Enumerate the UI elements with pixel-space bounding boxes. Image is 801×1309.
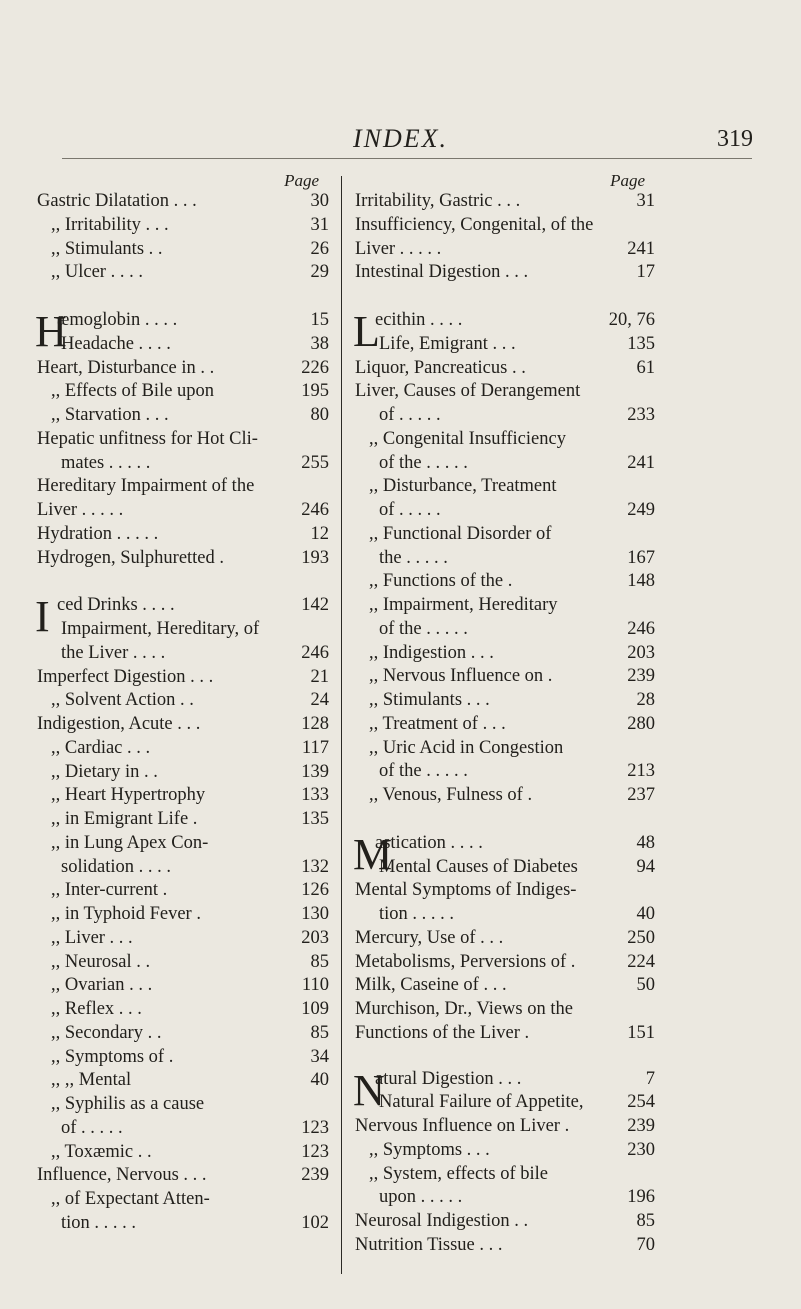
index-entry bbox=[355, 974, 655, 998]
index-entry bbox=[355, 998, 655, 1022]
entry-text: ,, Functional Disorder of bbox=[369, 523, 552, 544]
entry-text: Hydration . . . . . bbox=[37, 523, 159, 544]
page-reference: 123 bbox=[301, 1117, 329, 1138]
page-reference: 28 bbox=[636, 690, 655, 710]
index-entry bbox=[355, 618, 655, 642]
entry-text: Natural Failure of Appetite, bbox=[379, 1092, 584, 1113]
entry-text: Irritability, Gastric . . . bbox=[355, 191, 521, 211]
page-reference: 250 bbox=[627, 927, 655, 948]
index-entry bbox=[37, 452, 329, 476]
entry-text: ,, Secondary . . bbox=[51, 1022, 162, 1043]
index-entry bbox=[355, 570, 655, 594]
entry-text: Influence, Nervous . . . bbox=[37, 1165, 207, 1186]
entry-text: ,, Cardiac . . . bbox=[51, 737, 151, 758]
index-entry bbox=[37, 689, 329, 713]
entry-text: Heart, Disturbance in . . bbox=[37, 357, 215, 378]
section-gap bbox=[355, 808, 655, 832]
entry-text: ,, System, effects of bile bbox=[369, 1163, 548, 1184]
index-entry bbox=[37, 879, 329, 903]
index-entry bbox=[37, 832, 329, 856]
entry-text: ,, Inter-current . bbox=[51, 880, 168, 901]
entry-text: ,, Neurosal . . bbox=[51, 951, 151, 972]
index-entry bbox=[37, 428, 329, 452]
page-reference: 102 bbox=[301, 1212, 329, 1233]
index-entry bbox=[355, 1068, 655, 1092]
index-entry bbox=[37, 238, 329, 262]
page-reference: 230 bbox=[627, 1139, 655, 1160]
page-reference: 196 bbox=[627, 1187, 655, 1208]
index-entry bbox=[355, 856, 655, 880]
page-reference: 20, 76 bbox=[608, 310, 655, 330]
index-entry bbox=[37, 1212, 329, 1236]
entry-text: Liver . . . . . bbox=[37, 500, 124, 520]
entry-text: ,, Venous, Fulness of . bbox=[369, 785, 533, 805]
page-reference: 139 bbox=[301, 761, 329, 782]
entry-text: ced Drinks . . . . bbox=[57, 595, 175, 616]
page-reference: 167 bbox=[627, 547, 655, 568]
header-rule bbox=[62, 158, 752, 159]
entry-text: of . . . . . bbox=[379, 500, 441, 520]
page-reference: 133 bbox=[301, 785, 329, 806]
entry-text: ,, Nervous Influence on . bbox=[369, 666, 553, 687]
entry-text: of the . . . . . bbox=[379, 618, 468, 639]
index-entry bbox=[355, 428, 655, 452]
page-reference: 239 bbox=[627, 666, 655, 687]
entry-text: æmoglobin . . . . bbox=[57, 310, 178, 330]
page-reference: 34 bbox=[310, 1046, 329, 1067]
index-entry bbox=[355, 309, 655, 333]
index-entry bbox=[37, 666, 329, 690]
page-reference: 233 bbox=[627, 405, 655, 425]
entry-text: ,, Treatment of . . . bbox=[369, 713, 506, 734]
page-reference: 70 bbox=[636, 1234, 655, 1255]
page-reference: 254 bbox=[627, 1092, 655, 1113]
page-reference: 26 bbox=[310, 238, 329, 259]
entry-text: ,, Heart Hypertrophy bbox=[51, 785, 206, 806]
entry-text: ,, ,, Mental bbox=[51, 1070, 132, 1091]
page-reference: 193 bbox=[301, 547, 329, 568]
section-gap bbox=[355, 1046, 655, 1068]
drop-cap-initial: I bbox=[35, 592, 50, 642]
index-entry bbox=[37, 333, 329, 357]
index-entry bbox=[37, 808, 329, 832]
index-entry bbox=[355, 333, 655, 357]
entry-text: Mental Causes of Diabetes bbox=[379, 856, 578, 877]
index-section bbox=[355, 190, 655, 285]
entry-text: ,, Impairment, Hereditary bbox=[369, 595, 558, 615]
index-section bbox=[37, 190, 329, 285]
entry-text: ,, Disturbance, Treatment bbox=[369, 476, 557, 497]
page-reference: 203 bbox=[627, 642, 655, 663]
index-entry bbox=[37, 475, 329, 499]
page-reference: 246 bbox=[301, 500, 329, 520]
entry-text: Gastric Dilatation . . . bbox=[37, 191, 197, 211]
page-reference: 15 bbox=[310, 310, 329, 330]
page-reference: 31 bbox=[636, 191, 655, 211]
index-entry bbox=[37, 214, 329, 238]
index-section bbox=[37, 309, 329, 570]
entry-text: Hereditary Impairment of the bbox=[37, 476, 255, 497]
entry-text: Milk, Caseine of . . . bbox=[355, 975, 507, 996]
page-reference: 135 bbox=[627, 333, 655, 354]
entry-text: ,, Toxæmic . . bbox=[51, 1141, 152, 1162]
drop-cap-initial: M bbox=[353, 829, 393, 879]
page-reference: 109 bbox=[301, 999, 329, 1019]
entry-text: tion . . . . . bbox=[379, 904, 455, 924]
index-entry bbox=[37, 1117, 329, 1141]
index-entry bbox=[355, 190, 655, 214]
entry-text: Functions of the Liver . bbox=[355, 1022, 530, 1043]
page-reference: 12 bbox=[310, 523, 329, 544]
page-reference: 148 bbox=[627, 571, 655, 592]
page-reference: 48 bbox=[636, 832, 655, 853]
index-entry bbox=[355, 903, 655, 927]
index-entry bbox=[37, 618, 329, 642]
entry-text: Life, Emigrant . . . bbox=[379, 333, 516, 354]
entry-text: ,, Starvation . . . bbox=[51, 405, 169, 425]
section-gap bbox=[37, 570, 329, 594]
page-reference: 246 bbox=[627, 618, 655, 639]
entry-text: ,, Reflex . . . bbox=[51, 999, 142, 1019]
entry-text: ,, Stimulants . . . bbox=[369, 690, 490, 710]
index-entry bbox=[355, 523, 655, 547]
entry-text: Imperfect Digestion . . . bbox=[37, 666, 214, 687]
page-reference: 126 bbox=[301, 880, 329, 901]
index-entry bbox=[37, 357, 329, 381]
entry-text: of the . . . . . bbox=[379, 761, 468, 782]
index-entry bbox=[37, 903, 329, 927]
entry-text: ,, Ovarian . . . bbox=[51, 975, 153, 996]
page-reference: 21 bbox=[310, 666, 329, 687]
entry-text: ,, Dietary in . . bbox=[51, 761, 158, 782]
index-entry bbox=[355, 832, 655, 856]
left-column bbox=[37, 172, 329, 1236]
index-entry bbox=[37, 974, 329, 998]
page-reference: 40 bbox=[310, 1070, 329, 1091]
page-reference: 203 bbox=[301, 927, 329, 948]
entry-text: Hepatic unfitness for Hot Cli- bbox=[37, 428, 258, 449]
entry-text: ,, in Lung Apex Con- bbox=[51, 832, 209, 853]
entry-text: ,, Symptoms . . . bbox=[369, 1139, 490, 1160]
index-entry bbox=[37, 499, 329, 523]
index-entry bbox=[37, 594, 329, 618]
column-divider bbox=[341, 176, 342, 1274]
entry-text: ,, Functions of the . bbox=[369, 571, 513, 592]
entry-text: Liquor, Pancreaticus . . bbox=[355, 357, 526, 378]
index-entry bbox=[355, 380, 655, 404]
entry-text: ,, of Expectant Atten- bbox=[51, 1189, 210, 1209]
entry-text: Neurosal Indigestion . . bbox=[355, 1211, 529, 1231]
index-entry bbox=[355, 1210, 655, 1234]
index-entry bbox=[355, 214, 655, 238]
index-section bbox=[353, 829, 655, 1046]
index-entry bbox=[355, 1022, 655, 1046]
entry-text: ,, Liver . . . bbox=[51, 927, 133, 948]
entry-text: mates . . . . . bbox=[61, 452, 151, 473]
page-reference: 213 bbox=[627, 761, 655, 782]
entry-text: Headache . . . . bbox=[61, 333, 171, 354]
entry-text: Metabolisms, Perversions of . bbox=[355, 951, 576, 972]
index-entry bbox=[355, 547, 655, 571]
index-entry bbox=[37, 1022, 329, 1046]
entry-text: ,, Uric Acid in Congestion bbox=[369, 737, 564, 758]
index-section bbox=[355, 309, 655, 808]
page-reference: 61 bbox=[636, 357, 655, 378]
index-entry bbox=[37, 261, 329, 285]
index-entry bbox=[37, 1164, 329, 1188]
entry-text: Intestinal Digestion . . . bbox=[355, 262, 529, 283]
index-entry bbox=[37, 713, 329, 737]
page-reference: 85 bbox=[310, 1022, 329, 1043]
entry-text: Murchison, Dr., Views on the bbox=[355, 999, 573, 1019]
section-gap bbox=[37, 285, 329, 309]
entry-text: atural Digestion . . . bbox=[375, 1068, 522, 1089]
index-entry bbox=[37, 1141, 329, 1165]
entry-text: Mental Symptoms of Indiges- bbox=[355, 880, 577, 901]
page-reference: 85 bbox=[310, 951, 329, 972]
entry-text: Liver . . . . . bbox=[355, 238, 442, 259]
entry-text: of . . . . . bbox=[379, 405, 441, 425]
entry-text: ,, in Emigrant Life . bbox=[51, 809, 198, 829]
page-reference: 132 bbox=[301, 856, 329, 877]
entry-text: ,, Congenital Insufficiency bbox=[369, 428, 566, 449]
page-reference: 135 bbox=[301, 809, 329, 829]
entry-text: solidation . . . . bbox=[61, 856, 171, 877]
index-entry bbox=[355, 238, 655, 262]
page-reference: 30 bbox=[310, 191, 329, 211]
index-entry bbox=[37, 856, 329, 880]
page-reference: 50 bbox=[636, 975, 655, 996]
page-reference: 246 bbox=[301, 642, 329, 663]
index-entry bbox=[37, 1093, 329, 1117]
page-reference: 241 bbox=[627, 238, 655, 259]
right-column bbox=[355, 172, 655, 1258]
drop-cap-initial: H bbox=[35, 307, 67, 356]
page-reference: 94 bbox=[636, 856, 655, 877]
entry-text: ,, in Typhoid Fever . bbox=[51, 904, 201, 924]
entry-text: upon . . . . . bbox=[379, 1187, 463, 1208]
entry-text: of . . . . . bbox=[61, 1117, 123, 1138]
index-entry bbox=[355, 737, 655, 761]
entry-text: astication . . . . bbox=[375, 832, 483, 853]
page-reference: 239 bbox=[627, 1116, 655, 1136]
index-entry bbox=[37, 1069, 329, 1093]
entry-text: tion . . . . . bbox=[61, 1212, 137, 1233]
index-entry bbox=[355, 1234, 655, 1258]
page-reference: 29 bbox=[310, 262, 329, 283]
entry-text: Nervous Influence on Liver . bbox=[355, 1116, 570, 1136]
index-entry bbox=[355, 475, 655, 499]
entry-text: ,, Effects of Bile upon bbox=[51, 381, 215, 402]
index-entry bbox=[37, 998, 329, 1022]
page-reference: 38 bbox=[310, 333, 329, 354]
index-entry bbox=[37, 784, 329, 808]
page-reference: 117 bbox=[301, 737, 329, 758]
page-reference: 226 bbox=[301, 357, 329, 378]
entry-text: Impairment, Hereditary, of bbox=[61, 619, 260, 639]
index-entry bbox=[355, 784, 655, 808]
page-reference: 239 bbox=[301, 1165, 329, 1186]
entry-text: ,, Stimulants . . bbox=[51, 238, 163, 259]
page-reference: 123 bbox=[301, 1141, 329, 1162]
entry-text: Insufficiency, Congenital, of the bbox=[355, 214, 594, 235]
page-number: 319 bbox=[717, 126, 753, 152]
index-entry bbox=[37, 380, 329, 404]
index-entry bbox=[37, 1188, 329, 1212]
entry-text: Nutrition Tissue . . . bbox=[355, 1234, 503, 1255]
page-reference: 31 bbox=[310, 214, 329, 235]
page-reference: 224 bbox=[627, 951, 655, 972]
index-entry bbox=[355, 1186, 655, 1210]
index-entry bbox=[355, 951, 655, 975]
page-reference: 195 bbox=[301, 381, 329, 402]
drop-cap-initial: L bbox=[353, 307, 380, 356]
left-column-page-label: Page bbox=[284, 171, 319, 190]
drop-cap-initial: N bbox=[353, 1065, 385, 1115]
entry-text: Indigestion, Acute . . . bbox=[37, 714, 201, 734]
page-reference: 128 bbox=[301, 714, 329, 734]
index-section bbox=[353, 1065, 655, 1258]
page-reference: 110 bbox=[301, 975, 329, 996]
running-header-title: INDEX. bbox=[352, 124, 449, 153]
index-entry bbox=[355, 713, 655, 737]
index-entry bbox=[355, 1115, 655, 1139]
entry-text: the Liver . . . . bbox=[61, 642, 166, 663]
index-entry bbox=[355, 452, 655, 476]
index-section bbox=[37, 594, 329, 1235]
index-entry bbox=[355, 1163, 655, 1187]
index-entry bbox=[37, 404, 329, 428]
index-entry bbox=[355, 1091, 655, 1115]
entry-text: Hydrogen, Sulphuretted . bbox=[37, 547, 225, 568]
index-entry bbox=[355, 927, 655, 951]
index-entry bbox=[37, 547, 329, 571]
index-entry bbox=[37, 951, 329, 975]
entry-text: of the . . . . . bbox=[379, 452, 468, 473]
page-reference: 151 bbox=[627, 1022, 655, 1043]
index-entry bbox=[355, 357, 655, 381]
index-entry bbox=[355, 594, 655, 618]
page-reference: 241 bbox=[627, 452, 655, 473]
page-reference: 85 bbox=[636, 1211, 655, 1231]
page-reference: 24 bbox=[310, 690, 329, 711]
entry-text: ,, Syphilis as a cause bbox=[51, 1094, 205, 1114]
page-reference: 17 bbox=[636, 262, 655, 283]
entry-text: ,, Indigestion . . . bbox=[369, 642, 494, 663]
index-entry bbox=[355, 689, 655, 713]
page-reference: 40 bbox=[636, 904, 655, 924]
index-entry bbox=[37, 761, 329, 785]
index-entry bbox=[37, 642, 329, 666]
index-entry bbox=[37, 523, 329, 547]
page-reference: 255 bbox=[301, 452, 329, 473]
entry-text: the . . . . . bbox=[379, 547, 448, 568]
index-entry bbox=[355, 1139, 655, 1163]
page-reference: 280 bbox=[627, 713, 655, 734]
entry-text: Liver, Causes of Derangement bbox=[355, 381, 581, 402]
entry-text: ,, Irritability . . . bbox=[51, 214, 169, 235]
index-entry bbox=[37, 927, 329, 951]
entry-text: ,, Symptoms of . bbox=[51, 1046, 174, 1067]
index-entry bbox=[355, 760, 655, 784]
entry-text: ecithin . . . . bbox=[375, 310, 463, 330]
index-entry bbox=[37, 309, 329, 333]
page-reference: 237 bbox=[627, 785, 655, 805]
page-reference: 130 bbox=[301, 904, 329, 924]
section-gap bbox=[355, 285, 655, 309]
index-entry bbox=[37, 190, 329, 214]
index-entry bbox=[355, 404, 655, 428]
index-entry bbox=[355, 499, 655, 523]
index-entry bbox=[355, 665, 655, 689]
right-column-page-label: Page bbox=[610, 171, 645, 190]
entry-text: ,, Solvent Action . . bbox=[51, 690, 194, 711]
entry-text: Mercury, Use of . . . bbox=[355, 927, 504, 948]
index-entry bbox=[37, 1046, 329, 1070]
page-reference: 80 bbox=[310, 405, 329, 425]
index-entry bbox=[355, 879, 655, 903]
entry-text: ,, Ulcer . . . . bbox=[51, 262, 143, 283]
page-reference: 7 bbox=[645, 1068, 655, 1089]
page-reference: 142 bbox=[301, 595, 329, 616]
index-entry bbox=[355, 261, 655, 285]
page-reference: 249 bbox=[627, 500, 655, 520]
index-entry bbox=[37, 737, 329, 761]
index-entry bbox=[355, 642, 655, 666]
